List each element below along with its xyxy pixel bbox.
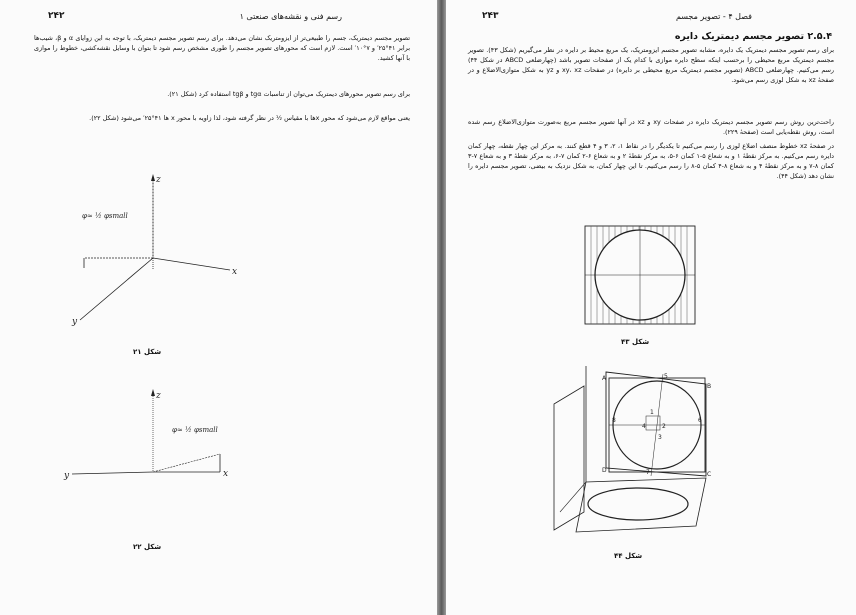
book-gutter xyxy=(437,0,446,615)
running-header: رسم فنی و نقشه‌های صنعتی ۱ xyxy=(239,12,342,21)
number-label-5: 5 xyxy=(664,373,668,380)
axis-label-x: x xyxy=(232,267,238,277)
number-label-6: 6 xyxy=(698,417,702,424)
point-label-c: C xyxy=(707,471,712,478)
axis-label-z: z xyxy=(156,175,161,185)
figure-44 xyxy=(546,364,721,544)
figure-21 xyxy=(60,172,250,327)
paragraph-3: در صفحهٔ xz خطوط منصف اضلاع لوزی را رسم می‌کنیم تا یکدیگر را در نقاط ۱، ۲، ۳ و ۴ قطع کنند. به مرکز این چهار نقطه، چهار کمان دایره رسم می‌کنیم. به مرکز نقطهٔ ۱ و به شعاع ۵-۱ کمان ۶-۵، به مرکز نقطهٔ ۲ و به شعاع ۶-۲ کمان ۷-۶، به مرکز نقطهٔ ۳ و به شعاع ۷-۳ کمان ۸-۷ و به مرکز نقطهٔ ۴ و به شعاع ۸-۴ کمان ۵-۸ را رسم می‌کنیم. تا این چهار کمان، به شکل نزدیک به بیضی، تصویر مجسم دایره را نشان دهد (شکل ۴۴). xyxy=(468,142,834,180)
figure-43-caption: شکل ۴۳ xyxy=(621,338,650,346)
section-title: ۲.۵.۴ تصویر مجسم دیمتریک دایره xyxy=(674,31,832,42)
number-label-7: 7 xyxy=(646,469,650,476)
number-label-2: 2 xyxy=(662,423,666,430)
point-label-a: A xyxy=(602,375,607,382)
point-label-d: D xyxy=(602,467,607,474)
page-number: ۲۴۳ xyxy=(482,11,499,21)
right-page xyxy=(446,0,856,615)
figure-22 xyxy=(60,388,250,518)
paragraph-2: راحت‌ترین روش رسم تصویر مجسم دیمتریک دایره در صفحات xy و xz در آنها تصویر مجسم مربع به‌صورت متوازی‌الاضلاع رسم شده است، روش نقطه‌یابی است (صفحهٔ ۲۲۹). xyxy=(468,118,835,136)
number-label-3: 3 xyxy=(658,434,662,441)
axis-label-y: y xyxy=(72,317,78,327)
paragraph-2: برای رسم تصویر محورهای دیمتریک می‌توان از تناسبات tgα و tgβ استفاده کرد (شکل ۲۱). xyxy=(167,90,410,98)
number-label-1: 1 xyxy=(650,409,654,416)
figure-21-caption: شکل ۲۱ xyxy=(133,348,162,356)
figure-annotation: φ≈ ½ φsmall xyxy=(172,426,218,434)
page-number: ۲۴۲ xyxy=(48,11,65,21)
running-header: فصل ۴ - تصویر مجسم xyxy=(675,12,752,21)
paragraph-1: تصویر مجسم دیمتریک، جسم را طبیعی‌تر از ایزومتریک نشان می‌دهد. برای رسم تصویر مجسم دیمتریک، با توجه به این زوایای α و β، شیب‌ها برابر ۴۱°۲۵′ و ۷°۱۰′ است. لازم است که محورهای تصویر مجسم را طوری مشخص رسم شود تا بتوان با وسایل نقشه‌کشی، خطوط را موازی با آنها کشید. xyxy=(34,34,410,62)
axis-label-x: x xyxy=(223,469,229,479)
axis-label-y: y xyxy=(64,471,70,481)
figure-43 xyxy=(581,222,701,328)
paragraph-3: یعنی مواقع لازم می‌شود که محور xها با مقیاس ½ در نظر گرفته شود، لذا زاویه با محور x ها ۴۱°۲۵′ می‌شود (شکل ۲۲). xyxy=(89,114,410,122)
axis-label-z: z xyxy=(156,391,161,401)
figure-22-caption: شکل ۲۲ xyxy=(133,543,162,551)
point-label-b: B xyxy=(707,383,712,390)
number-label-8: 8 xyxy=(612,417,616,424)
number-label-4: 4 xyxy=(642,423,646,430)
figure-annotation: φ≈ ½ φsmall xyxy=(82,212,128,220)
paragraph-1: برای رسم تصویر مجسم دیمتریک یک دایره، مشابه تصویر مجسم ایزومتریک، یک مربع محیط بر دایره در نظر می‌گیریم (شکل ۴۳). تصویر مجسم دیمتریک مربع محیطی را برحسب اینکه سطح دایره موازی با کدام یک از صفحات تصویر باشد (چهارضلعی ABCD در شکل ۴۴) رسم می‌کنیم. چهارضلعی ABCD (تصویر مجسم دیمتریک مربع محیطی بر دایره) در صفحات xy، xz و yz به شکل متوازی‌الاضلاع و در صفحهٔ xz به شکل لوزی رسم می‌شود. xyxy=(468,46,835,84)
figure-44-caption: شکل ۴۴ xyxy=(614,552,643,560)
